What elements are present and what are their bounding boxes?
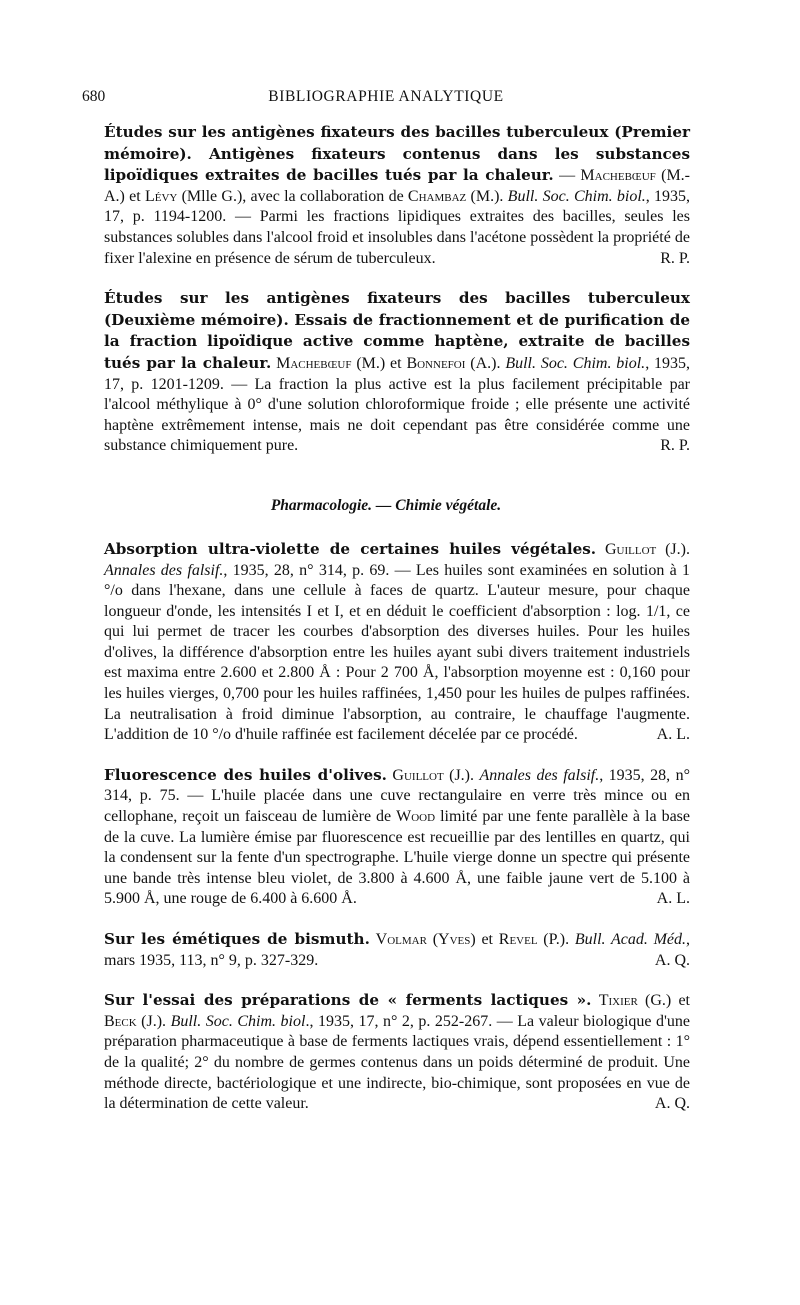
author-name: Guillot: [392, 766, 444, 784]
author-name: Machebœuf: [276, 354, 352, 372]
citation-ref: , 1935, 28, n° 314, p. 75.: [104, 766, 690, 805]
citation-ref: , 1935, 28, n° 314, p. 69.: [223, 561, 390, 579]
citation-ref: , 1935, 17, p. 1201-1209.: [104, 354, 691, 393]
bibliography-entry: Études sur les antigènes fixateurs des bacilles tuberculeux (Premier mémoire). Antigènes fixateurs contenus dans les substances lipoïdiques extraites de bacilles tués par la chaleur. — Machebœuf (M.-A.) et Lévy (Mlle G.), avec la collaboration de Chambaz (M.). Bull. Soc. Chim. biol., 1935, 17, p. 1194-1200. — Parmi les fractions lipidiques extraites des bacilles, seules les substances solubles dans l'alcool froid et insolubles dans l'acétone possèdent la propriété de fixer l'alexine en présence de sérum de tuberculeux. R. P.: [82, 122, 690, 269]
journal-name: Bull. Acad. Méd.: [574, 931, 687, 948]
citation-ref: , 1935, 17, p. 1194-1200.: [104, 187, 691, 226]
section-heading: Pharmacologie. — Chimie végétale.: [270, 496, 502, 514]
eponym: Wood: [396, 808, 436, 826]
reviewer-signature: A. Q.: [654, 1095, 690, 1113]
author-name: Bonnefoi: [406, 354, 466, 372]
abstract-text: — La fraction la plus active est la plus facilement précipitable par l'alcool méthylique à 0° d'une solution chloroformique froide ; elle présente une activité haptène extrêmement intense, mais ne doit cependant pas être considérée comme une substance chimiquement pure.: [104, 375, 691, 455]
reviewer-signature: A. L.: [656, 890, 690, 908]
author-name: Tixier: [598, 992, 638, 1010]
journal-name: Annales des falsif.: [104, 561, 224, 579]
entry-title: Fluorescence des huiles d'olives.: [104, 765, 387, 784]
reviewer-signature: R. P.: [660, 249, 690, 267]
author-name: Guillot: [604, 540, 657, 558]
entry-title: Études sur les antigènes fixateurs des bacilles tuberculeux (Deuxième mémoire). Essais de fractionnement et de purification de la fraction lipoïdique active comme haptène, extraite de bacilles tués par la chaleur.: [104, 289, 690, 372]
journal-name: Bull. Soc. Chim. biol.: [505, 354, 646, 372]
running-title: BIBLIOGRAPHIE ANALYTIQUE: [268, 88, 504, 105]
abstract-text: — Les huiles sont examinées en solution à 1 °/o dans l'hexane, dans une cellule à faces de quartz. L'auteur mesure, pour chaque longueur d'onde, les intensités I et I, et en déduit le coefficient d'absorption : log. 1/1, ce qui lui permet de tracer les courbes d'absorption des diverses huiles. Pour les huiles d'olives, la différence d'absorption entre les huiles ayant subi divers traitement industriels est maxima entre 2.600 et 2.800 Å : Pour 2 700 Å, l'absorption moyenne est : 0,160 pour les huiles vierges, 0,700 pour les huiles raffinées, 1,450 pour les huiles de pulpes raffinées. La neutralisation à froid diminue l'absorption, au contraire, le chauffage l'augmente. L'addition de 10 °/o d'huile raffinée est facilement décelée par ce procédé.: [104, 561, 690, 744]
abstract-text: — Parmi les fractions lipidiques extraites des bacilles, seules les substances solubles dans l'alcool froid et insolubles dans l'acétone possèdent la propriété de fixer l'alexine en présence de sérum de tuberculeux.: [104, 208, 691, 267]
author-name: Revel: [498, 931, 538, 948]
bibliography-entry: Absorption ultra-violette de certaines huiles végétales. Guillot (J.). Annales des falsif., 1935, 28, n° 314, p. 69. — Les huiles sont examinées en solution à 1 °/o dans l'hexane, dans une cellule à faces de quartz. L'auteur mesure, pour chaque longueur d'onde, les intensités I et I, et en déduit le coefficient d'absorption : log. 1/1, ce qui lui permet de tracer les courbes d'absorption des diverses huiles. Pour les huiles d'olives, la différence d'absorption entre les huiles ayant subi divers traitement industriels est maxima entre 2.600 et 2.800 Å : Pour 2 700 Å, l'absorption moyenne est : 0,160 pour les huiles vierges, 0,700 pour les huiles raffinées, 1,450 pour les huiles de pulpes raffinées. La neutralisation à froid diminue l'absorption, au contraire, le chauffage l'augmente. L'addition de 10 °/o d'huile raffinée est facilement décelée par ce procédé. A. L.: [82, 539, 690, 746]
abstract-text: — La valeur biologique d'une préparation pharmaceutique à base de ferments lactiques vrais, dépend essentiellement : 1° de la qualité; 2° du nombre de germes contenus dans un poids déterminé de produit. Une méthode directe, bactériologique et une indirecte, bio-chimique, sont proposées en vue de la détermination de cette valeur.: [104, 1012, 691, 1113]
entry-title: Études sur les antigènes fixateurs des bacilles tuberculeux (Premier mémoire). Antigènes fixateurs contenus dans les substances lipoïdiques extraites de bacilles tués par la chaleur.: [104, 123, 690, 185]
abstract-text: limité par une fente parallèle à la base de la cuve. La lumière émise par fluorescence est recueillie par des lentilles en quartz, qui la condensent sur la fente d'un spectrographe. L'huile vierge donne un spectre qui présente une bande très intense bleu violet, de 3.800 à 4.600 Å, une faible jaune vert de 5.100 à 5.900 Å, une rouge de 6.400 à 6.600 Å.: [104, 808, 690, 908]
author-name: Volmar: [375, 931, 427, 948]
journal-name: Bull. Soc. Chim. biol: [170, 1012, 306, 1030]
author-name: Beck: [104, 1012, 137, 1030]
reviewer-signature: A. L.: [656, 726, 690, 744]
reviewer-signature: A. Q.: [654, 951, 690, 969]
entry-title: Sur l'essai des préparations de « ferments lactiques ».: [104, 991, 592, 1010]
reviewer-signature: R. P.: [660, 437, 690, 455]
entry-title: Absorption ultra-violette de certaines huiles végétales.: [104, 539, 597, 558]
author-name: Lévy: [144, 187, 178, 205]
journal-name: Bull. Soc. Chim. biol.: [507, 187, 646, 205]
abstract-text: — L'huile placée dans une cuve rectangulaire en verre très mince ou en cellophane, reçoit un faisceau de lumière de: [104, 787, 691, 826]
bibliography-entry: Études sur les antigènes fixateurs des bacilles tuberculeux (Deuxième mémoire). Essais de fractionnement et de purification de la fraction lipoïdique active comme haptène, extraite de bacilles tués par la chaleur. Machebœuf (M.) et Bonnefoi (A.). Bull. Soc. Chim. biol., 1935, 17, p. 1201-1209. — La fraction la plus active est la plus facilement précipitable par l'alcool méthylique à 0° d'une solution chloroformique froide ; elle présente une activité haptène extrêmement intense, mais ne doit cependant pas être considérée comme une substance chimiquement pure. R. P.: [82, 288, 690, 457]
page-number: 680: [82, 88, 106, 105]
citation-ref: , mars 1935, 113, n° 9, p. 327-329.: [104, 931, 691, 969]
document-page: [82, 88, 690, 1115]
citation-ref: ., 1935, 17, n° 2, p. 252-267.: [305, 1012, 493, 1030]
entry-title: Sur les émétiques de bismuth.: [104, 930, 370, 948]
bibliography-entry: Sur l'essai des préparations de « ferments lactiques ». Tixier (G.) et Beck (J.). Bull. Soc. Chim. biol., 1935, 17, n° 2, p. 252-267. — La valeur biologique d'une préparation pharmaceutique à base de ferments lactiques vrais, dépend essentiellement : 1° de la qualité; 2° du nombre de germes contenus dans un poids déterminé de produit. Une méthode directe, bactériologique et une indirecte, bio-chimique, sont proposées en vue de la détermination de cette valeur. A. Q.: [82, 990, 690, 1115]
bibliography-entry: Sur les émétiques de bismuth. Volmar (Yves) et Revel (P.). Bull. Acad. Méd., mars 1935, 113, n° 9, p. 327-329. A. Q.: [82, 929, 690, 971]
journal-name: Annales des falsif.: [479, 766, 600, 784]
author-name: Chambaz: [407, 187, 467, 205]
running-header: [82, 88, 690, 114]
bibliography-entry: Fluorescence des huiles d'olives. Guillot (J.). Annales des falsif., 1935, 28, n° 314, p. 75. — L'huile placée dans une cuve rectangulaire en verre très mince ou en cellophane, reçoit un faisceau de lumière de Wood limité par une fente parallèle à la base de la cuve. La lumière émise par fluorescence est recueillie par des lentilles en quartz, qui la condensent sur la fente d'un spectrographe. L'huile vierge donne un spectre qui présente une bande très intense bleu violet, de 3.800 à 4.600 Å, une faible jaune vert de 5.100 à 5.900 Å, une rouge de 6.400 à 6.600 Å. A. L.: [82, 765, 690, 910]
author-name: Machebœuf: [580, 167, 656, 185]
